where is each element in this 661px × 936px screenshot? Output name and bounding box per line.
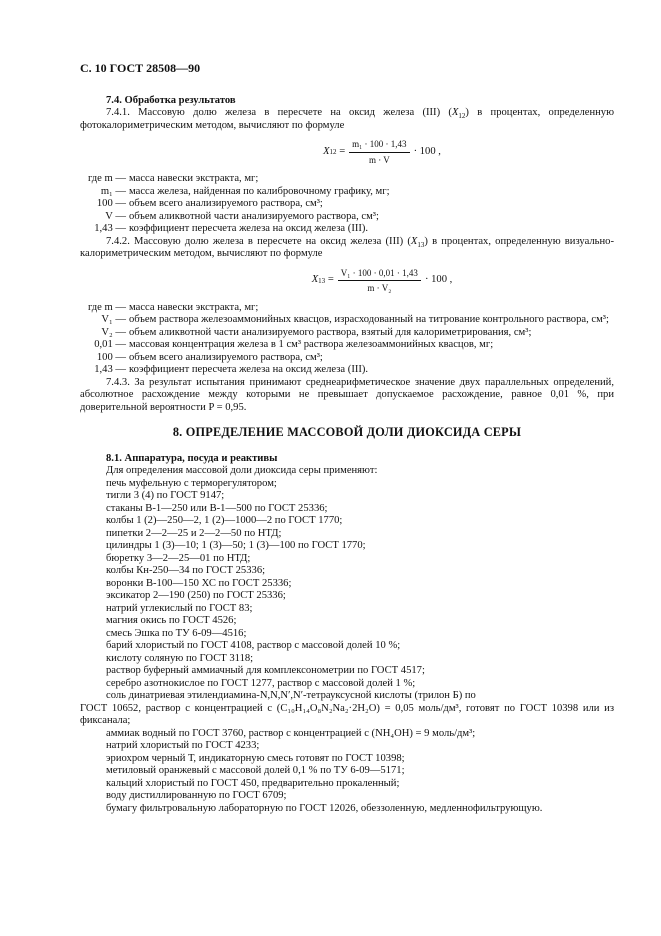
legend-symbol: 100 — (96, 351, 126, 363)
legend-symbol: V — (105, 210, 126, 222)
legend-row (80, 302, 614, 315)
legend-text: масса железа, найденная по калибровочному графику, мг; (129, 185, 390, 197)
list-item: эксикатор 2—190 (250) по ГОСТ 25336; (106, 590, 286, 601)
document-page (80, 62, 614, 815)
list-item: пипетки 2—2—25 и 2—2—50 по НТД; (106, 527, 282, 539)
paragraph-7-4-1: 7.4.1. Массовую долю железа в пересчете на оксид железа (III) $(X_{12})$ в процентах, определенную фотокалориметрическим методом, вычисляют по формуле (80, 107, 614, 131)
legend-row (80, 352, 614, 365)
list-item: кальций хлористый по ГОСТ 450, предварительно прокаленный; (106, 777, 400, 789)
list-item: тигли 3 (4) по ГОСТ 9147; (106, 490, 225, 501)
legend-text: объем аликвотной части анализируемого раствора, см³; (129, 210, 379, 222)
legend-symbol: 1,43 — (94, 223, 126, 234)
list-item: аммиак водный по ГОСТ 3760, раствор с концентрацией c (NH₄OH) = 9 моль/дм³; (106, 727, 476, 739)
formula-x13: X 13 = $\frac{\text{V₁ · 100 · 0,01 · 1,43}}{\text{m · V₂}}$ · 100 , (311, 267, 453, 293)
legend-text: объем раствора железоаммонийных квасцов, израсходованный на титрование контрольного раствора, см³; (129, 314, 609, 325)
legend-text: объем всего анализируемого раствора, см³; (129, 351, 323, 363)
list-item: раствор буферный аммиачный для комплексонометрии по ГОСТ 4517; (106, 665, 425, 676)
legend-text: масса навески экстракта, мг; (129, 301, 259, 313)
legend-row (80, 327, 614, 340)
formula-x13-numerator: V₁ · 100 · 0,01 · 1,43 (338, 267, 421, 282)
legend-row (80, 211, 614, 224)
list-item: эриохром черный Т, индикаторную смесь готовят по ГОСТ 10398; (106, 752, 405, 764)
legend-row (80, 223, 614, 236)
legend-text: коэффициент пересчета железа на оксид железа (III). (129, 364, 369, 375)
list-item: воронки В-100—150 ХС по ГОСТ 25336; (106, 577, 292, 589)
formula-x12-denominator: m · V (368, 154, 390, 165)
list-item: натрий хлористый по ГОСТ 4233; (106, 740, 260, 751)
formula-x13-denominator: m · V₂ (367, 283, 392, 293)
legend-1 (80, 173, 614, 236)
list-item: стаканы В-1—250 или В-1—500 по ГОСТ 25336; (106, 502, 328, 514)
equipment-list (80, 465, 614, 815)
legend-row (80, 186, 614, 199)
list-item: кислоту соляную по ГОСТ 3118; (106, 652, 254, 664)
legend-symbol: V₂ — (101, 326, 126, 338)
legend-row (80, 198, 614, 211)
legend-text: массовая концентрация железа в 1 см³ раствора железоаммонийных квасцов, мг; (129, 339, 494, 350)
list-item: бюретку 3—2—25—01 по НТД; (106, 552, 251, 564)
list-item: цилиндры 1 (3)—10; 1 (3)—50; 1 (3)—100 по ГОСТ 1770; (106, 540, 366, 551)
legend-row (80, 339, 614, 352)
list-item: магния окись по ГОСТ 4526; (106, 615, 237, 626)
legend-symbol: 100 — (96, 198, 126, 209)
legend-row (80, 314, 614, 327)
list-item: колбы 1 (2)—250—2, 1 (2)—1000—2 по ГОСТ 1770; (106, 515, 343, 526)
list-item: бумагу фильтровальную лабораторную по ГОСТ 12026, обеззоленную, медленнофильтрующую. (106, 802, 543, 814)
list-item: натрий углекислый по ГОСТ 83; (106, 602, 253, 614)
legend-2 (80, 302, 614, 377)
list-item: барий хлористый по ГОСТ 4108, раствор с массовой долей 10 %; (106, 640, 401, 651)
paragraph-7-4-2: 7.4.2. Массовую долю железа в пересчете на оксид железа (III) $(X_{13})$ в процентах, определенную визуально-калориметрическим методом, вычисляют по формуле (80, 235, 614, 259)
list-item: воду дистиллированную по ГОСТ 6709; (106, 790, 287, 801)
page-header: С. 10 ГОСТ 28508—90 (80, 61, 201, 75)
legend-text: объем всего анализируемого раствора, см³; (129, 198, 323, 209)
list-item: серебро азотнокислое по ГОСТ 1277, раствор с массовой долей 1 %; (106, 677, 416, 689)
legend-row (80, 173, 614, 186)
legend-symbol: где m — (87, 173, 126, 184)
list-item-trilon: соль динатриевая этилендиамина-N,N,N′,N′-тетрауксусной кислоты (трилон Б) по (106, 690, 476, 701)
legend-symbol: 0,01 — (94, 339, 126, 350)
list-item: колбы Кн-250—34 по ГОСТ 25336; (106, 565, 266, 576)
legend-text: масса навески экстракта, мг; (129, 173, 259, 184)
list-item: печь муфельную с терморегулятором; (106, 477, 277, 489)
list-item: смесь Эшка по ТУ 6-09—4516; (106, 627, 247, 639)
paragraph-7-4-3: 7.4.3. За результат испытания принимают среднеарифметическое значение двух параллельных определений, абсолютное расхождение между которыми не превышает допускаемое расхождение, равное 0,01 %, при доверительной вероятности P = 0,95. (80, 376, 614, 413)
list-item: метиловый оранжевый с массовой долей 0,1 % по ТУ 6-09—5171; (106, 765, 405, 776)
formula-x12-numerator: m₁ · 100 · 1,43 (349, 138, 409, 153)
legend-row (80, 364, 614, 377)
section-8-1-title: 8.1. Аппаратура, посуда и реактивы (106, 452, 278, 464)
legend-symbol: V₁ — (101, 314, 126, 325)
formula-x12: X 12 = $\frac{\text{m₁ · 100 · 1,43}}{m \cdot V}$ · 100 , (323, 139, 441, 165)
legend-symbol: где m — (87, 301, 126, 313)
section-7-4-title: 7.4. Обработка результатов (106, 94, 236, 106)
legend-text: коэффициент пересчета железа на оксид железа (III). (129, 223, 369, 234)
list-item-trilon-cont: ГОСТ 10652, раствор с концентрацией c (C₁₀H₁₄O₈N₂Na₂·2H₂O) = 0,05 моль/дм³, готовят по ГОСТ 10398 или из фиксанала; (80, 702, 614, 726)
legend-symbol: 1,43 — (94, 364, 126, 375)
legend-text: объем аликвотной части анализируемого раствора, взятый для калориметрирования, см³; (129, 326, 532, 338)
list-intro: Для определения массовой доли диоксида серы применяют: (106, 465, 378, 476)
legend-symbol: m₁ — (100, 185, 126, 197)
section-8-heading: 8. ОПРЕДЕЛЕНИЕ МАССОВОЙ ДОЛИ ДИОКСИДА СЕРЫ (172, 425, 522, 439)
